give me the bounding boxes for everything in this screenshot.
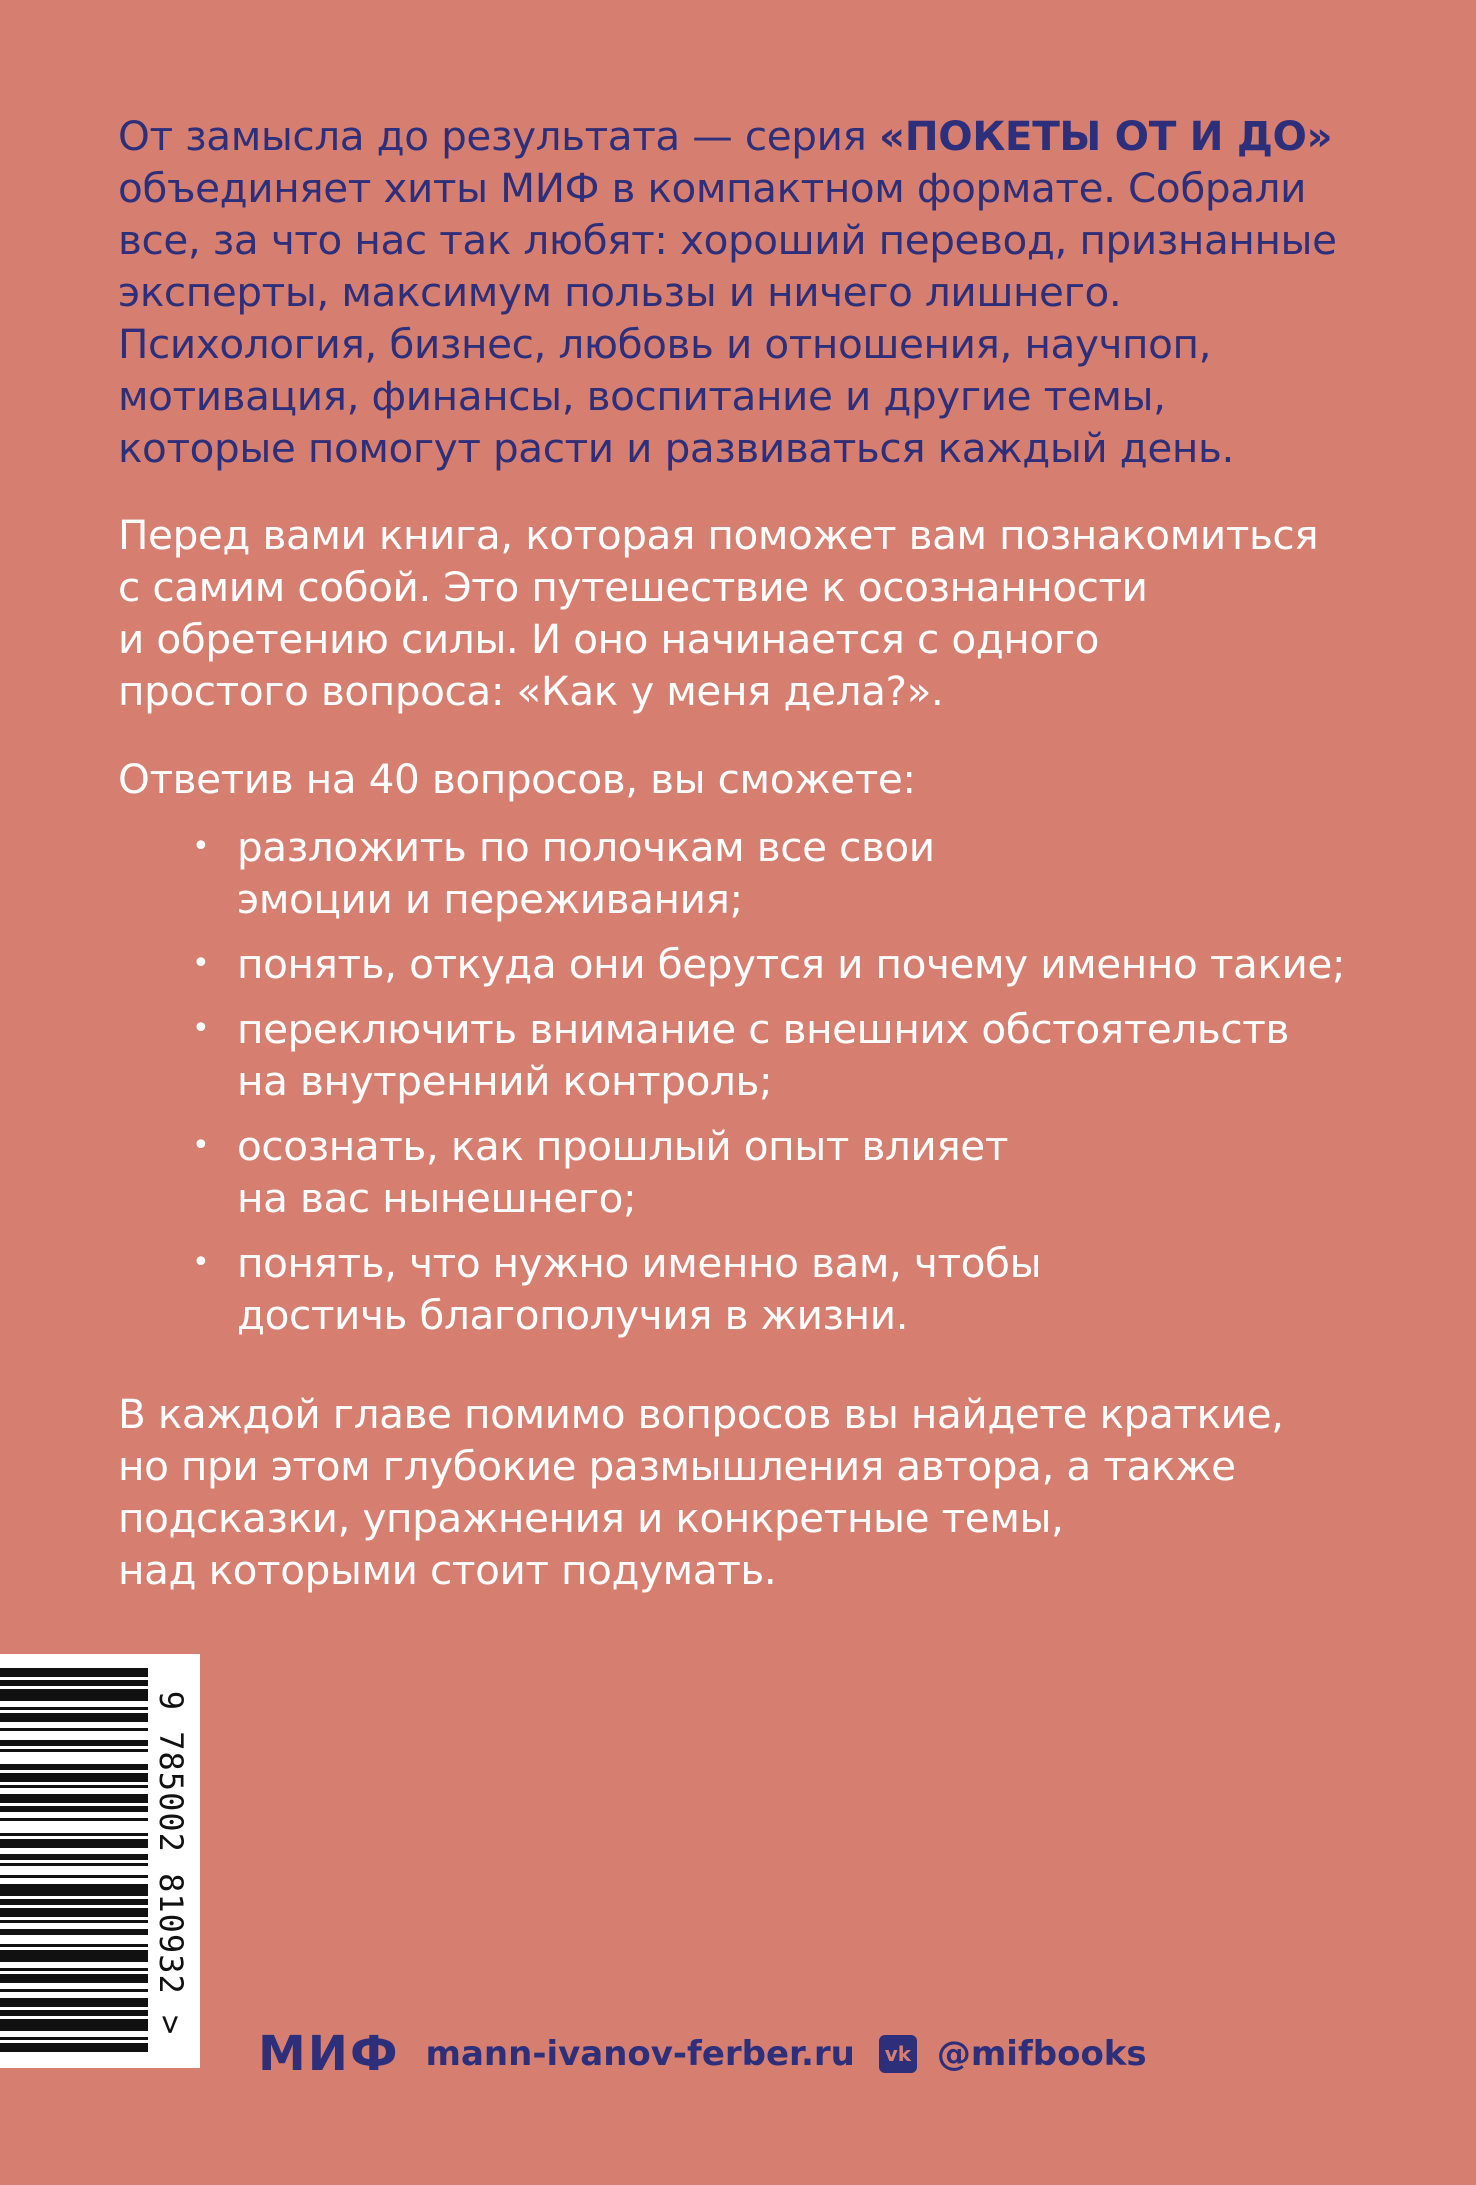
series-line: все, за что нас так любят: хороший перевод, признанные <box>118 216 1337 264</box>
series-line: мотивация, финансы, воспитание и другие темы, <box>118 372 1166 420</box>
barcode-bars <box>0 1654 148 2068</box>
series-paragraph <box>118 110 1348 474</box>
publisher-footer <box>258 2024 1147 2084</box>
about-line: и обретению силы. И оно начинается с одного <box>118 615 1100 663</box>
benefit-item: • переключить внимание с внешних обстоятельств на внутренний контроль; <box>192 1005 1289 1105</box>
about-line: с самим собой. Это путешествие к осознанности <box>118 563 1148 611</box>
about-line: Перед вами книга, которая поможет вам познакомиться <box>118 511 1319 559</box>
benefit-item: • понять, откуда они берутся и почему именно такие; <box>192 940 1346 988</box>
benefits-list <box>118 821 1348 1341</box>
benefit-item: • разложить по полочкам все свои эмоции и переживания; <box>192 823 935 923</box>
benefit-item: • осознать, как прошлый опыт влияет на вас нынешнего; <box>192 1122 1009 1222</box>
benefit-item: • понять, что нужно именно вам, чтобы достичь благополучия в жизни. <box>192 1239 1042 1339</box>
series-line: эксперты, максимум пользы и ничего лишнего. <box>118 268 1122 316</box>
series-line: Психология, бизнес, любовь и отношения, научпоп, <box>118 320 1212 368</box>
series-line: объединяет хиты МИФ в компактном формате. Собрали <box>118 164 1307 212</box>
bullet-icon: • <box>192 1245 210 1280</box>
bullet-icon: • <box>192 946 210 981</box>
closing-paragraph <box>118 1388 1348 1596</box>
vk-icon[interactable]: vk <box>879 2035 917 2073</box>
about-paragraph <box>118 509 1348 717</box>
publisher-logo: МИФ <box>258 2026 400 2082</box>
series-line: которые помогут расти и развиваться каждый день. <box>118 424 1234 472</box>
closing-line: но при этом глубокие размышления автора, а также <box>118 1442 1236 1490</box>
website-link[interactable]: mann-ivanov-ferber.ru <box>425 2034 855 2074</box>
bullet-icon: • <box>192 1128 210 1163</box>
closing-line: над которыми стоит подумать. <box>118 1546 777 1594</box>
bullet-icon: • <box>192 1011 210 1046</box>
series-line-1: От замысла до результата — серия «ПОКЕТЫ ОТ И ДО» <box>118 112 1333 160</box>
bullet-icon: • <box>192 829 210 864</box>
closing-line: подсказки, упражнения и конкретные темы, <box>118 1494 1064 1542</box>
social-handle[interactable]: @mifbooks <box>936 2034 1147 2074</box>
about-line: простого вопроса: «Как у меня дела?». <box>118 667 944 715</box>
isbn-number: 9 785002 810932 > <box>152 1690 190 2036</box>
benefits-heading: Ответив на 40 вопросов, вы сможете: <box>118 755 916 803</box>
series-name: «ПОКЕТЫ ОТ И ДО» <box>878 112 1333 160</box>
closing-line: В каждой главе помимо вопросов вы найдете краткие, <box>118 1390 1284 1438</box>
back-cover-text <box>118 110 1348 1596</box>
